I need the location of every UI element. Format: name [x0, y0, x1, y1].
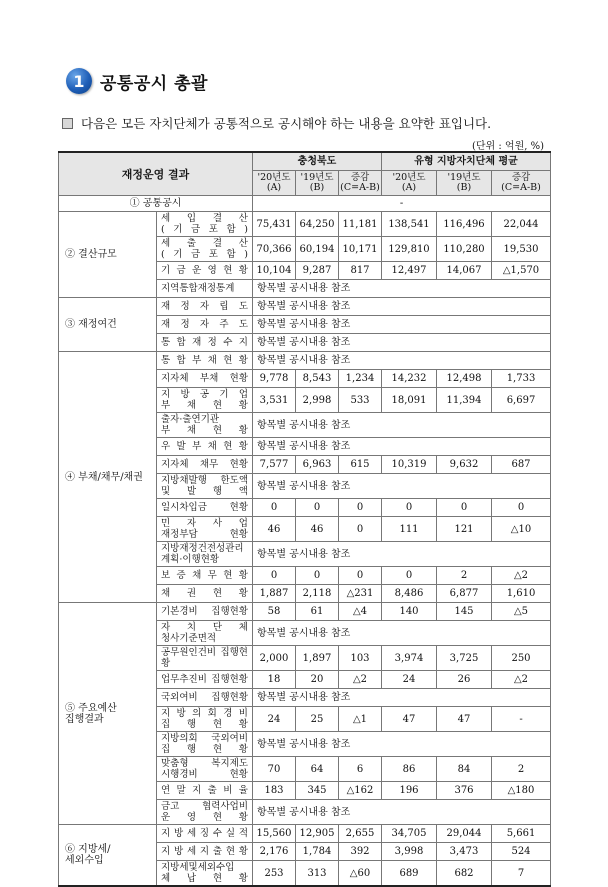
value-cell: △5: [492, 603, 551, 621]
value-cell: 24: [382, 671, 437, 689]
value-cell: 0: [253, 567, 296, 585]
header-col-c2: 증감 (C=A-B): [492, 171, 551, 196]
item-label: 민 자 사 업 재정부담 현황: [157, 517, 253, 542]
item-label: 기 금 운 영 현 황: [157, 262, 253, 280]
item-label: 맞춤형 복지제도 시행경비 현황: [157, 757, 253, 782]
value-cell: 524: [492, 843, 551, 861]
category-label: ④ 부채/채무/채권: [59, 352, 157, 603]
value-cell: 2: [492, 757, 551, 782]
value-cell: 0: [492, 499, 551, 517]
value-cell: 253: [253, 861, 296, 887]
value-cell: 1,887: [253, 585, 296, 603]
value-cell: 2,000: [253, 646, 296, 671]
item-label: 금고 협력사업비 운 영 현 황: [157, 800, 253, 825]
table-row: [59, 212, 551, 237]
value-cell: 1,234: [339, 370, 382, 388]
value-cell: -: [492, 707, 551, 732]
value-cell: 3,531: [253, 388, 296, 413]
value-cell: 121: [437, 517, 492, 542]
item-label: 지 방 공 기 업 부 채 현 황: [157, 388, 253, 413]
value-cell: 110,280: [437, 237, 492, 262]
value-cell: 12,498: [437, 370, 492, 388]
value-cell: 1,784: [296, 843, 339, 861]
header-col-b: '19년도 (B): [296, 171, 339, 196]
item-label: 지 방 세 지 출 현 황: [157, 843, 253, 861]
value-cell: 18: [253, 671, 296, 689]
value-cell: 7,577: [253, 456, 296, 474]
item-label: 보 증 채 무 현 황: [157, 567, 253, 585]
value-cell: 47: [382, 707, 437, 732]
value-cell: 2,176: [253, 843, 296, 861]
item-label: 공무원인건비 집행현황: [157, 646, 253, 671]
value-cell: 615: [339, 456, 382, 474]
reference-note: 항목별 공시내용 참조: [253, 316, 551, 334]
value-cell: 376: [437, 782, 492, 800]
value-cell: 10,104: [253, 262, 296, 280]
intro-text: 다음은 모든 자치단체가 공통적으로 공시해야 하는 내용을 요약한 표입니다.: [81, 116, 492, 131]
value-cell: 3,473: [437, 843, 492, 861]
square-bullet-icon: [62, 118, 73, 129]
value-cell: 0: [253, 499, 296, 517]
value-cell: △4: [339, 603, 382, 621]
value-cell: 10,319: [382, 456, 437, 474]
value-cell: 6,963: [296, 456, 339, 474]
item-label: 연 말 지 출 비 율: [157, 782, 253, 800]
value-cell: 46: [253, 517, 296, 542]
value-cell: 25: [296, 707, 339, 732]
item-label: 재 정 자 립 도: [157, 298, 253, 316]
value-cell: 22,044: [492, 212, 551, 237]
category-label: ② 결산규모: [59, 212, 157, 298]
value-cell: 61: [296, 603, 339, 621]
value-cell: 1,897: [296, 646, 339, 671]
value-cell: 64,250: [296, 212, 339, 237]
value-cell: 12,497: [382, 262, 437, 280]
value-cell: 0: [296, 499, 339, 517]
reference-note: 항목별 공시내용 참조: [253, 334, 551, 352]
value-cell: 75,431: [253, 212, 296, 237]
value-cell: 64: [296, 757, 339, 782]
value-cell: 3,998: [382, 843, 437, 861]
value-cell: 0: [382, 567, 437, 585]
header-col-a2: '20년도 (A): [382, 171, 437, 196]
value-cell: 6,697: [492, 388, 551, 413]
item-label: 지방채발행 한도액 및 발 행 액: [157, 474, 253, 499]
item-label: 일시차입금 현황: [157, 499, 253, 517]
item-label: 채 권 현 황: [157, 585, 253, 603]
header-corner: 재정운영 결과: [59, 152, 253, 196]
item-label: 세 출 결 산 ( 기 금 포 함 ): [157, 237, 253, 262]
value-cell: 70,366: [253, 237, 296, 262]
summary-table: [58, 151, 551, 887]
value-cell: 0: [437, 499, 492, 517]
row-dash: -: [253, 196, 551, 212]
table-row: [59, 298, 551, 316]
value-cell: 138,541: [382, 212, 437, 237]
table-header-row: [59, 152, 551, 171]
item-label: 재 정 자 주 도: [157, 316, 253, 334]
value-cell: 2: [437, 567, 492, 585]
value-cell: 11,394: [437, 388, 492, 413]
value-cell: 84: [437, 757, 492, 782]
header-col-a: '20년도 (A): [253, 171, 296, 196]
item-label: 우 발 부 채 현 황: [157, 438, 253, 456]
value-cell: 24: [253, 707, 296, 732]
item-label: 지방세및세외수입 체 납 현 황: [157, 861, 253, 887]
reference-note: 항목별 공시내용 참조: [253, 689, 551, 707]
section-heading: [66, 68, 208, 94]
item-label: 기본경비 집행현황: [157, 603, 253, 621]
reference-note: 항목별 공시내용 참조: [253, 352, 551, 370]
item-label: 지 방 세 징 수 실 적: [157, 825, 253, 843]
value-cell: 29,044: [437, 825, 492, 843]
category-label: ⑤ 주요예산 집행결과: [59, 603, 157, 825]
reference-note: 항목별 공시내용 참조: [253, 542, 551, 567]
value-cell: 14,067: [437, 262, 492, 280]
item-label: 지방의회 국외여비 집 행 현 황: [157, 732, 253, 757]
reference-note: 항목별 공시내용 참조: [253, 732, 551, 757]
table-row: [59, 825, 551, 843]
value-cell: △1: [339, 707, 382, 732]
value-cell: 3,725: [437, 646, 492, 671]
value-cell: 11,181: [339, 212, 382, 237]
value-cell: 60,194: [296, 237, 339, 262]
value-cell: 103: [339, 646, 382, 671]
reference-note: 항목별 공시내용 참조: [253, 413, 551, 438]
value-cell: △1,570: [492, 262, 551, 280]
value-cell: 9,287: [296, 262, 339, 280]
value-cell: 6,877: [437, 585, 492, 603]
header-col-b2: '19년도 (B): [437, 171, 492, 196]
value-cell: 47: [437, 707, 492, 732]
value-cell: 5,661: [492, 825, 551, 843]
value-cell: 250: [492, 646, 551, 671]
value-cell: 8,543: [296, 370, 339, 388]
value-cell: 6: [339, 757, 382, 782]
item-label: 출자·출연기관 부 채 현 황: [157, 413, 253, 438]
section-title: 공통공시 총괄: [100, 73, 208, 94]
value-cell: 129,810: [382, 237, 437, 262]
category-label: ③ 재정여건: [59, 298, 157, 352]
value-cell: 58: [253, 603, 296, 621]
header-group-province: 충청북도: [253, 152, 382, 171]
value-cell: 18,091: [382, 388, 437, 413]
intro-line: [62, 114, 491, 132]
reference-note: 항목별 공시내용 참조: [253, 800, 551, 825]
item-label: 자 치 단 체 청사기준면적: [157, 621, 253, 646]
header-group-average: 유형 지방자치단체 평균: [382, 152, 551, 171]
value-cell: 0: [382, 499, 437, 517]
item-label: 지방재정건전성관리 계획·이행현황: [157, 542, 253, 567]
value-cell: 9,778: [253, 370, 296, 388]
value-cell: 70: [253, 757, 296, 782]
value-cell: 46: [296, 517, 339, 542]
value-cell: 345: [296, 782, 339, 800]
value-cell: 0: [339, 499, 382, 517]
unit-note: (단위 : 억원, %): [471, 141, 544, 152]
category-label: ⑥ 지방세/ 세외수입: [59, 825, 157, 887]
item-label: 통 합 재 정 수 지: [157, 334, 253, 352]
table-row: [59, 352, 551, 370]
table-row: [59, 603, 551, 621]
value-cell: △231: [339, 585, 382, 603]
item-label: 지 방 의 회 경 비 집 행 현 황: [157, 707, 253, 732]
value-cell: 0: [339, 567, 382, 585]
value-cell: 392: [339, 843, 382, 861]
item-label: 세 입 결 산 ( 기 금 포 함 ): [157, 212, 253, 237]
value-cell: 1,733: [492, 370, 551, 388]
value-cell: 817: [339, 262, 382, 280]
item-label: 국외여비 집행현황: [157, 689, 253, 707]
row-label: ① 공통공시: [59, 196, 253, 212]
item-label: 지자체 부채 현황: [157, 370, 253, 388]
value-cell: 682: [437, 861, 492, 887]
value-cell: 183: [253, 782, 296, 800]
value-cell: 0: [296, 567, 339, 585]
value-cell: 533: [339, 388, 382, 413]
item-label: 지자체 채무 현황: [157, 456, 253, 474]
value-cell: △180: [492, 782, 551, 800]
value-cell: △2: [339, 671, 382, 689]
value-cell: 0: [339, 517, 382, 542]
value-cell: 12,905: [296, 825, 339, 843]
value-cell: 687: [492, 456, 551, 474]
reference-note: 항목별 공시내용 참조: [253, 280, 551, 298]
value-cell: △10: [492, 517, 551, 542]
reference-note: 항목별 공시내용 참조: [253, 438, 551, 456]
value-cell: 196: [382, 782, 437, 800]
value-cell: 2,655: [339, 825, 382, 843]
value-cell: △2: [492, 567, 551, 585]
value-cell: △60: [339, 861, 382, 887]
value-cell: 10,171: [339, 237, 382, 262]
value-cell: 26: [437, 671, 492, 689]
value-cell: △162: [339, 782, 382, 800]
value-cell: 9,632: [437, 456, 492, 474]
item-label: 업무추진비 집행현황: [157, 671, 253, 689]
value-cell: 14,232: [382, 370, 437, 388]
item-label: 지역통합재정통계: [157, 280, 253, 298]
value-cell: 20: [296, 671, 339, 689]
value-cell: 3,974: [382, 646, 437, 671]
value-cell: 313: [296, 861, 339, 887]
value-cell: 116,496: [437, 212, 492, 237]
value-cell: 7: [492, 861, 551, 887]
value-cell: 111: [382, 517, 437, 542]
value-cell: 86: [382, 757, 437, 782]
value-cell: 34,705: [382, 825, 437, 843]
reference-note: 항목별 공시내용 참조: [253, 298, 551, 316]
value-cell: 140: [382, 603, 437, 621]
reference-note: 항목별 공시내용 참조: [253, 621, 551, 646]
value-cell: 1,610: [492, 585, 551, 603]
value-cell: 145: [437, 603, 492, 621]
table-row: [59, 196, 551, 212]
reference-note: 항목별 공시내용 참조: [253, 474, 551, 499]
value-cell: 8,486: [382, 585, 437, 603]
value-cell: 689: [382, 861, 437, 887]
value-cell: 19,530: [492, 237, 551, 262]
value-cell: 2,998: [296, 388, 339, 413]
value-cell: △2: [492, 671, 551, 689]
item-label: 통 합 부 채 현 황: [157, 352, 253, 370]
value-cell: 2,118: [296, 585, 339, 603]
value-cell: 15,560: [253, 825, 296, 843]
section-number-badge: 1: [66, 68, 92, 94]
header-col-c: 증감 (C=A-B): [339, 171, 382, 196]
